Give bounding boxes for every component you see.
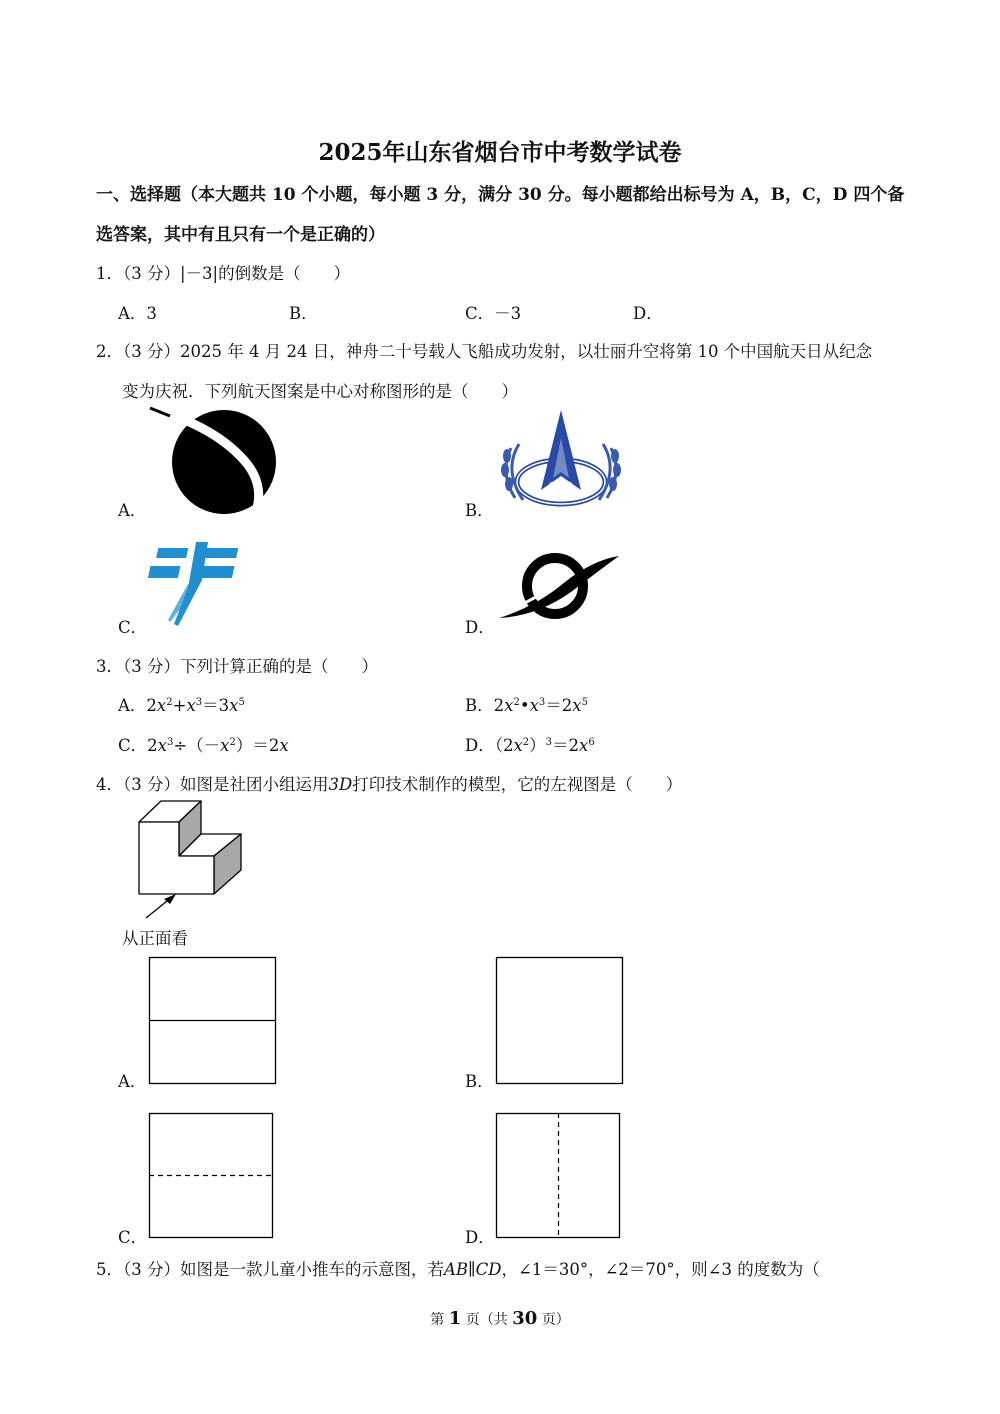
q4-caption: 从正面看 (122, 929, 188, 948)
q3d-v1: x (513, 736, 523, 755)
q3c-v1: x (157, 736, 167, 755)
q4-option-a-figure (149, 957, 277, 1085)
q2-label-c: C． (118, 618, 148, 637)
q3b-e1: 2 (513, 697, 520, 708)
question-5-stem (96, 1256, 820, 1280)
footer-pre: 第 (430, 1312, 445, 1328)
q3c-v3: x (279, 736, 289, 755)
q3d-open: （2 (494, 736, 514, 755)
question-1-stem: 1．（3 分）|－3|的倒数是（ ） (96, 264, 351, 283)
q2-label-a: A． (118, 501, 147, 520)
page-title: 2025年山东省烟台市中考数学试卷 (318, 139, 682, 166)
q3c-v2: x (220, 736, 230, 755)
q3b-e2: 3 (538, 697, 546, 708)
q3c-eq: ）＝2 (235, 736, 280, 755)
q5-post: ，∠1＝30°，∠2＝70°，则∠3 的度数为（ (501, 1260, 820, 1279)
q1-option-d: D． (633, 304, 663, 323)
q3c-op: ÷（－ (173, 736, 221, 755)
footer-mid: 页（共 (465, 1312, 508, 1328)
q3-option-a (118, 692, 245, 716)
q4-label-d: D． (465, 1228, 495, 1247)
q3a-eq: ＝3 (202, 696, 230, 715)
page-footer (0, 1308, 1000, 1329)
q3d-eq: ＝2 (552, 736, 580, 755)
q3-label-a: A． (118, 696, 147, 715)
q3b-eq: ＝2 (545, 696, 573, 715)
q3a-v2: x (186, 696, 196, 715)
footer-total-pages: 30 (512, 1308, 538, 1329)
q5-pre: 5．（3 分）如图是一款儿童小推车的示意图，若 (96, 1260, 444, 1279)
q3a-v3: x (229, 696, 239, 715)
cnsa-logo-text: CNSA (548, 481, 574, 490)
q3d-close: ） (529, 736, 546, 755)
cnsa-logo-icon (497, 408, 625, 512)
q4-stem-pre: 4．（3 分）如图是社团小组运用 (96, 775, 329, 794)
q3c-c1: 2 (147, 736, 158, 755)
q3-option-c (118, 732, 289, 756)
q3-label-b: B． (465, 696, 494, 715)
orbit-logo-icon (497, 548, 621, 624)
question-2-line-1: 2．（3 分）2025 年 4 月 24 日，神舟二十号载人飞船成功发射，以壮丽升空将第 10 个中国航天日从纪念 (96, 342, 873, 361)
q3b-v1: x (504, 696, 514, 715)
q3-option-b (465, 692, 588, 716)
planet-icon (148, 405, 280, 515)
q4-label-a: A． (118, 1072, 147, 1091)
q2-label-d: D． (465, 618, 495, 637)
q4-label-c: C． (118, 1228, 148, 1247)
q3b-e3: 5 (581, 697, 588, 708)
q4-label-b: B． (465, 1072, 494, 1091)
q1-option-c: C．－3 (465, 304, 522, 323)
stepped-block-model-diagram (138, 800, 244, 920)
q3a-op: + (172, 696, 187, 715)
q4-option-d-figure (496, 1113, 622, 1239)
q4-stem-3d: 3D (328, 775, 353, 794)
q4-option-c-figure (149, 1113, 275, 1239)
q3-option-d (465, 732, 595, 756)
q4-stem-post: 打印技术制作的模型，它的左视图是（ ） (352, 775, 683, 794)
footer-page-number: 1 (448, 1308, 462, 1329)
q5-ab: AB (444, 1260, 469, 1279)
q3a-e3: 5 (238, 697, 245, 708)
q5-cd: CD (475, 1260, 502, 1279)
question-4-stem (96, 771, 682, 795)
q3c-e2: 2 (229, 737, 236, 748)
q5-parallel: ∥ (468, 1260, 476, 1279)
q4-option-b-figure (496, 957, 624, 1085)
q3b-op: • (519, 696, 530, 715)
q3d-e3: 6 (588, 737, 595, 748)
rocket-flag-icon (148, 540, 250, 630)
q3d-v3: x (579, 736, 589, 755)
footer-post: 页） (541, 1312, 570, 1328)
q3d-e1: 2 (522, 737, 530, 748)
q3a-e2: 3 (195, 697, 203, 708)
question-2-line-2: 变为庆祝．下列航天图案是中心对称图形的是（ ） (122, 382, 518, 401)
q3a-c1: 2 (146, 696, 157, 715)
q3a-e1: 2 (166, 697, 173, 708)
q3-label-c: C． (118, 736, 148, 755)
q2-label-b: B． (465, 501, 494, 520)
q1-option-a: A．3 (118, 304, 157, 323)
q3d-e2: 3 (545, 737, 553, 748)
q3b-v2: x (529, 696, 539, 715)
q3c-e1: 3 (166, 737, 174, 748)
q3-label-d: D． (465, 736, 495, 755)
section-heading-line-1: 一、选择题（本大题共 10 个小题，每小题 3 分，满分 30 分。每小题都给出标号为 A，B，C，D 四个备 (96, 185, 905, 205)
q3b-v3: x (572, 696, 582, 715)
question-3-stem: 3．（3 分）下列计算正确的是（ ） (96, 657, 378, 676)
q3b-c1: 2 (493, 696, 505, 715)
section-heading-line-2: 选答案，其中有且只有一个是正确的） (96, 225, 385, 245)
q3a-v1: x (156, 696, 167, 715)
q1-option-b: B． (289, 304, 318, 323)
